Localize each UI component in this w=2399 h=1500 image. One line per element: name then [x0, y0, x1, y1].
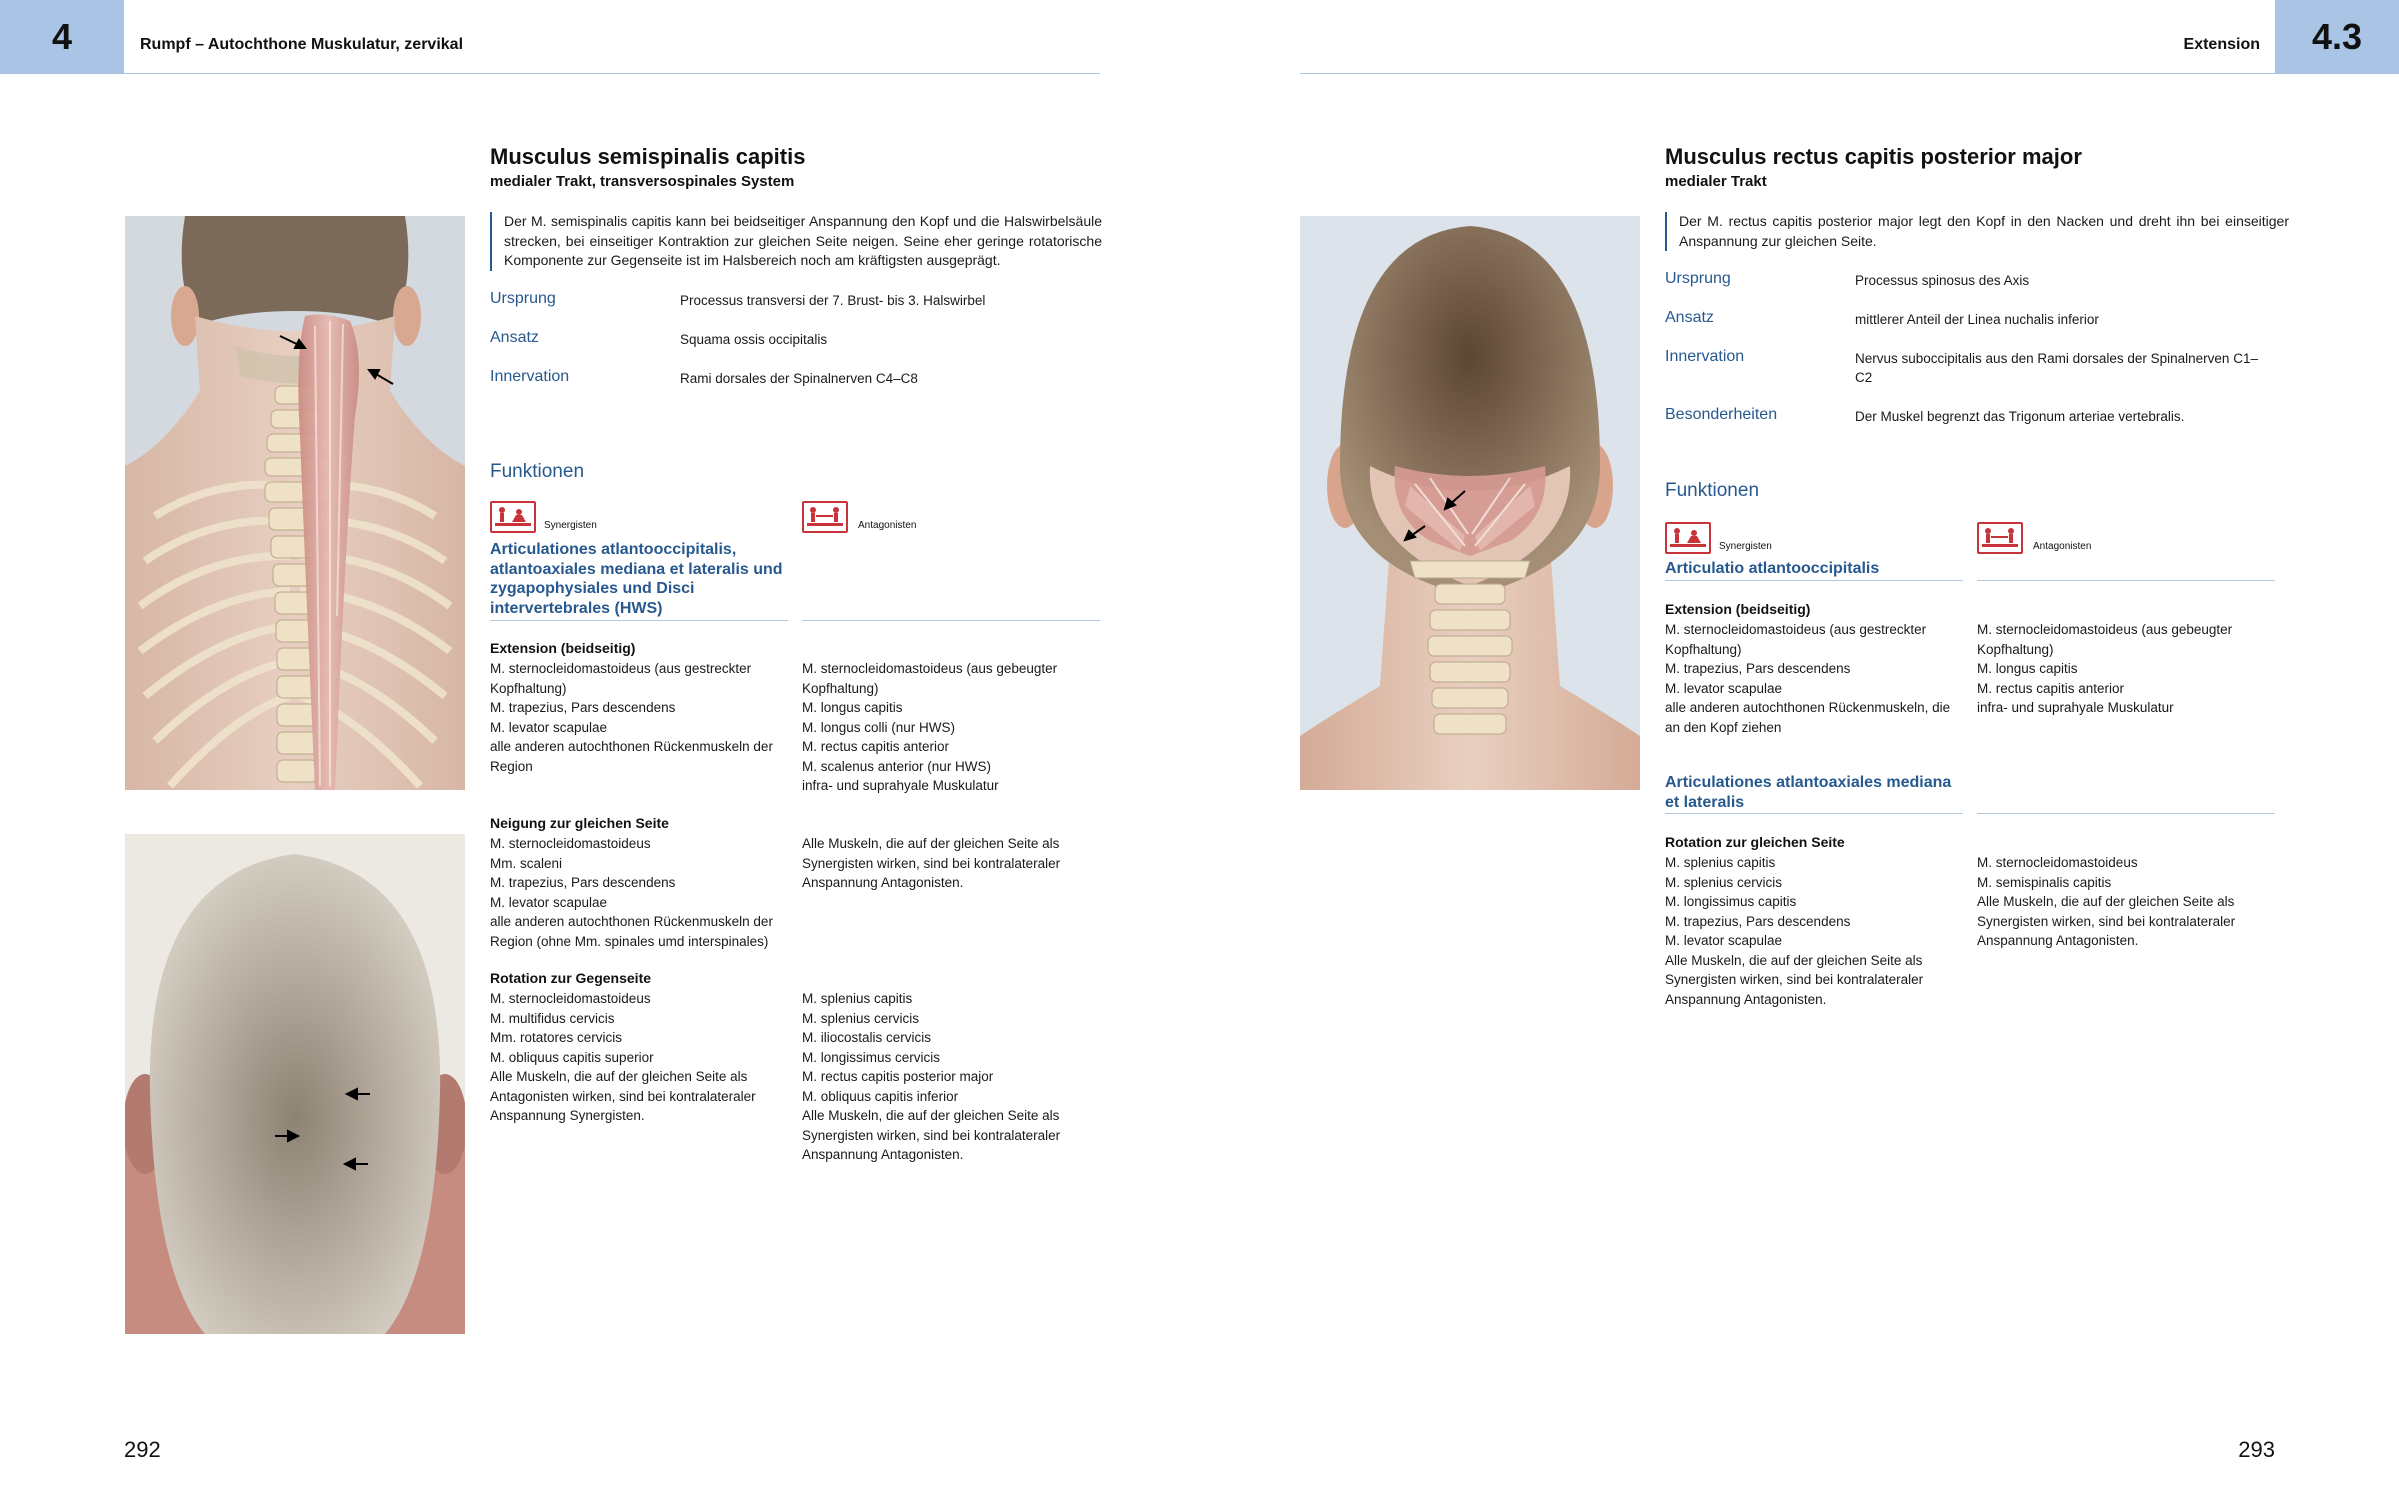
group-heading-extension-left: Extension (beidseitig): [490, 640, 636, 656]
fact-value-insertion-right: mittlerer Anteil der Linea nuchalis inferior: [1855, 312, 2099, 327]
muscle-title-right: Musculus rectus capitis posterior major: [1665, 144, 2082, 169]
intro-paragraph-left: Der M. semispinalis capitis kann bei beidseitiger Anspannung den Kopf und die Halswirbelsäule strecken, bei einseitiger Kontraktion zur gleichen Seite neigen. Seine eher geringe rotatorische Komponente zur Gegenseite ist im Halsbereich noch am kräftigsten ausgeprägt.: [490, 212, 1102, 271]
synergist-icon: [490, 501, 536, 533]
joint-title-left: Articulationes atlantooccipitalis, atlantoaxiales mediana et lateralis und zygapophysiales und Disci intervertebrales (HWS): [490, 541, 783, 617]
suboccipital-muscle-illustration: [1300, 216, 1640, 790]
group2-heading-right: Rotation zur gleichen Seite: [1665, 834, 1845, 850]
synergist-label-left: Synergisten: [544, 520, 597, 531]
antagonist-icon-right: [1977, 522, 2023, 554]
antagonists-extension-left: M. sternocleidomastoideus (aus gebeugter Kopfhaltung) M. longus capitis M. longus colli (nur HWS) M. rectus capitis anterior M. scalenus anterior (nur HWS) infra- und suprahyale Muskulatur: [802, 661, 1058, 793]
synergists-lateral-flexion-left: M. sternocleidomastoideus Mm. scaleni M. trapezius, Pars descendens M. levator scapulae alle anderen autochthonen Rückenmuskeln der Region (ohne Mm. spinales umd interspinales): [490, 836, 773, 949]
fact-value-origin: Processus transversi der 7. Brust- bis 3. Halswirbel: [680, 293, 986, 308]
chapter-number-badge: [0, 0, 124, 74]
group2-synergists-right: M. splenius capitis M. splenius cervicis M. longissimus capitis M. trapezius, Pars descendens M. levator scapulae Alle Muskeln, die auf der gleichen Seite als Synergisten wirken, sind bei kontralateraler Anspannung Antagonisten.: [1665, 855, 1924, 1007]
joint-rule-antagonists-left: [802, 620, 1100, 621]
fact-value-innervation: Rami dorsales der Spinalnerven C4–C8: [680, 371, 918, 386]
antagonists-rotation-left: M. splenius capitis M. splenius cervicis M. iliocostalis cervicis M. longissimus cervicis M. rectus capitis posterior major M. obliquus capitis inferior Alle Muskeln, die auf der gleichen Seite als Synergisten wirken, sind bei kontralateraler Anspannung Antagonisten.: [802, 991, 1061, 1162]
shaved-head-photo: [125, 834, 465, 1334]
page-number-left: 292: [124, 1437, 161, 1462]
joint2-rule-synergists-right: [1665, 813, 1963, 814]
group-heading-lateral-flexion-left: Neigung zur gleichen Seite: [490, 815, 669, 831]
functions-heading-left: Funktionen: [490, 461, 585, 482]
fact-value-innervation-right: Nervus suboccipitalis aus den Rami dorsales der Spinalnerven C1–C2: [1855, 351, 2258, 385]
photo-head-back: [125, 834, 465, 1334]
fact-label-special-right: Besonderheiten: [1665, 406, 1778, 423]
fact-label-innervation-right: Innervation: [1665, 348, 1745, 365]
synergists-extension-left: M. sternocleidomastoideus (aus gestreckter Kopfhaltung) M. trapezius, Pars descendens M. levator scapulae alle anderen autochthonen Rückenmuskeln der Region: [490, 661, 773, 774]
joint-rule-synergists-left: [490, 620, 788, 621]
intro-paragraph-right: Der M. rectus capitis posterior major legt den Kopf in den Nacken und dreht ihn bei einseitiger Anspannung zur gleichen Seite.: [1665, 212, 2289, 251]
fact-label-insertion: Ansatz: [490, 329, 539, 346]
running-header-right: Extension: [2183, 36, 2260, 53]
header-rule-left: [124, 73, 1100, 74]
group1-synergists-right: M. sternocleidomastoideus (aus gestreckter Kopfhaltung) M. trapezius, Pars descendens M. levator scapulae alle anderen autochthonen Rückenmuskeln, die an den Kopf ziehen: [1665, 622, 1951, 735]
anatomy-illustration-neck-back: [125, 216, 465, 790]
fact-value-insertion: Squama ossis occipitalis: [680, 332, 828, 347]
group-heading-rotation-left: Rotation zur Gegenseite: [490, 970, 652, 986]
section-number-badge: [2275, 0, 2399, 74]
fact-label-origin-right: Ursprung: [1665, 270, 1731, 287]
antagonist-icon: [802, 501, 848, 533]
fact-value-special-right: Der Muskel begrenzt das Trigonum arteriae vertebralis.: [1855, 409, 2185, 424]
functions-heading-right: Funktionen: [1665, 480, 1760, 501]
section-number: 4.3: [2311, 16, 2363, 57]
antagonist-label-right: Antagonisten: [2033, 541, 2092, 552]
group2-antagonists-right: M. sternocleidomastoideus M. semispinalis capitis Alle Muskeln, die auf der gleichen Seite als Synergisten wirken, sind bei kontralateraler Anspannung Antagonisten.: [1977, 855, 2236, 948]
joint1-title-right: Articulatio atlantooccipitalis: [1665, 560, 1880, 577]
group1-heading-right: Extension (beidseitig): [1665, 601, 1811, 617]
spine-muscle-illustration: [125, 216, 465, 790]
fact-label-origin: Ursprung: [490, 290, 556, 307]
muscle-subtitle-right: medialer Trakt: [1665, 173, 1767, 190]
antagonist-label-left: Antagonisten: [858, 520, 917, 531]
joint2-rule-antagonists-right: [1977, 813, 2275, 814]
header-rule-right: [1300, 73, 2275, 74]
fact-label-innervation: Innervation: [490, 368, 570, 385]
chapter-number: 4: [51, 16, 73, 57]
joint1-rule-antagonists-right: [1977, 580, 2275, 581]
synergist-label-right: Synergisten: [1719, 541, 1772, 552]
synergists-rotation-left: M. sternocleidomastoideus M. multifidus cervicis Mm. rotatores cervicis M. obliquus capitis superior Alle Muskeln, die auf der gleichen Seite als Antagonisten wirken, sind bei kontralateraler Anspannung Synergisten.: [490, 991, 756, 1123]
running-header-left: Rumpf – Autochthone Muskulatur, zervikal: [140, 36, 464, 53]
anatomy-illustration-suboccipital: [1300, 216, 1640, 790]
group1-antagonists-right: M. sternocleidomastoideus (aus gebeugter Kopfhaltung) M. longus capitis M. rectus capitis anterior infra- und suprahyale Muskulatur: [1977, 622, 2233, 715]
muscle-subtitle-left: medialer Trakt, transversospinales System: [490, 173, 795, 190]
fact-value-origin-right: Processus spinosus des Axis: [1855, 273, 2030, 288]
synergist-icon-right: [1665, 522, 1711, 554]
antagonists-lateral-flexion-left: Alle Muskeln, die auf der gleichen Seite als Synergisten wirken, sind bei kontralateraler Anspannung Antagonisten.: [802, 836, 1061, 890]
joint2-title-right: Articulationes atlantoaxiales mediana et lateralis: [1665, 774, 1952, 811]
muscle-title-left: Musculus semispinalis capitis: [490, 144, 806, 169]
fact-label-insertion-right: Ansatz: [1665, 309, 1714, 326]
page-number-right: 293: [2238, 1437, 2275, 1462]
joint1-rule-synergists-right: [1665, 580, 1963, 581]
